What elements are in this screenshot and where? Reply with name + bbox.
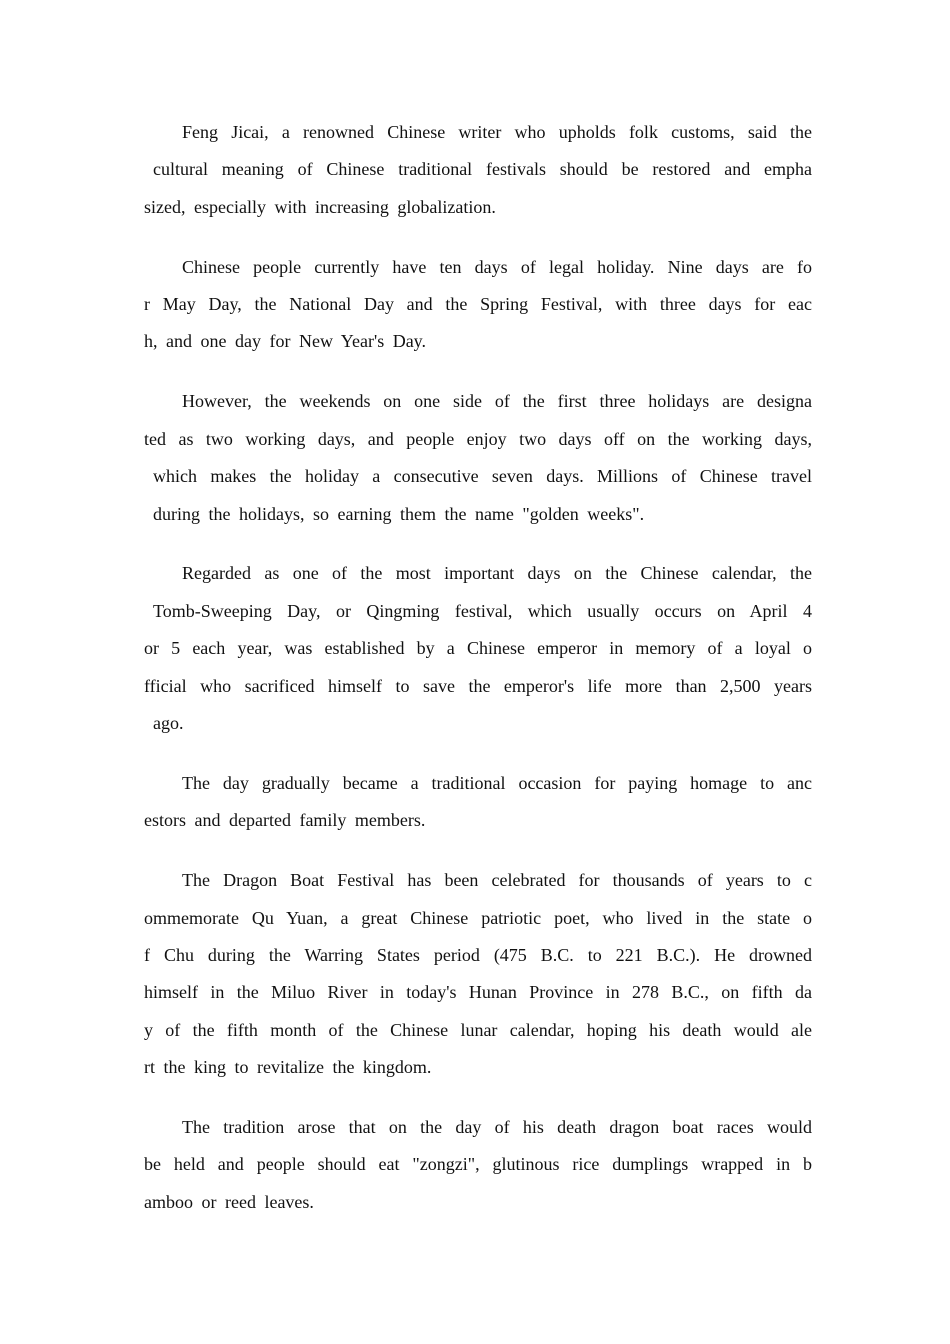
paragraph-line: Feng Jicai, a renowned Chinese writer who upholds folk customs, said the [182, 122, 812, 142]
paragraph-line: himself in the Miluo River in today's Hunan Province in 278 B.C., on fifth da [144, 982, 812, 1003]
paragraph-line: sized, especially with increasing globalization. [144, 196, 496, 217]
paragraph-line: The day gradually became a traditional occasion for paying homage to anc [182, 772, 812, 793]
paragraph-line: The Dragon Boat Festival has been celebrated for thousands of years to c [182, 870, 812, 891]
paragraph-line: Tomb-Sweeping Day, or Qingming festival, which usually occurs on April 4 [153, 600, 812, 621]
paragraph-line: amboo or reed leaves. [144, 1191, 314, 1212]
paragraph-line: h, and one day for New Year's Day. [144, 331, 427, 352]
paragraph-line: r May Day, the National Day and the Spring Festival, with three days for eac [144, 294, 812, 315]
paragraph-line: estors and departed family members. [144, 810, 426, 831]
paragraph-line: ted as two working days, and people enjoy two days off on the working days, [144, 428, 812, 449]
paragraph-line: fficial who sacrificed himself to save the emperor's life more than 2,500 years [144, 675, 812, 696]
paragraph-line: or 5 each year, was established by a Chinese emperor in memory of a loyal o [144, 638, 812, 659]
paragraph-line: y of the fifth month of the Chinese lunar calendar, hoping his death would ale [144, 1019, 812, 1040]
paragraph-golden-weeks [144, 383, 812, 533]
paragraph-legal-holidays [144, 249, 812, 361]
paragraph-line: during the holidays, so earning them the name "golden weeks". [153, 503, 645, 524]
body-text [144, 114, 812, 1244]
paragraph-zongzi [144, 1109, 812, 1221]
paragraph-line: ommemorate Qu Yuan, a great Chinese patriotic poet, who lived in the state o [144, 907, 812, 928]
paragraph-line: which makes the holiday a consecutive seven days. Millions of Chinese travel [153, 466, 812, 487]
paragraph-line: However, the weekends on one side of the first three holidays are designa [182, 391, 812, 412]
paragraph-line: f Chu during the Warring States period (475 B.C. to 221 B.C.). He drowned [144, 944, 812, 965]
paragraph-feng-jicai [144, 114, 812, 226]
paragraph-line: Chinese people currently have ten days of legal holiday. Nine days are fo [182, 256, 812, 277]
paragraph-line: be held and people should eat "zongzi", glutinous rice dumplings wrapped in b [144, 1154, 812, 1175]
paragraph-line: The tradition arose that on the day of his death dragon boat races would [182, 1116, 812, 1137]
paragraph-qingming [144, 555, 812, 742]
paragraph-line: rt the king to revitalize the kingdom. [144, 1057, 432, 1078]
paragraph-dragon-boat [144, 862, 812, 1086]
paragraph-homage [144, 765, 812, 840]
paragraph-line: cultural meaning of Chinese traditional festivals should be restored and empha [153, 159, 812, 180]
paragraph-line: ago. [153, 712, 184, 733]
paragraph-line: Regarded as one of the most important days on the Chinese calendar, the [182, 563, 812, 584]
